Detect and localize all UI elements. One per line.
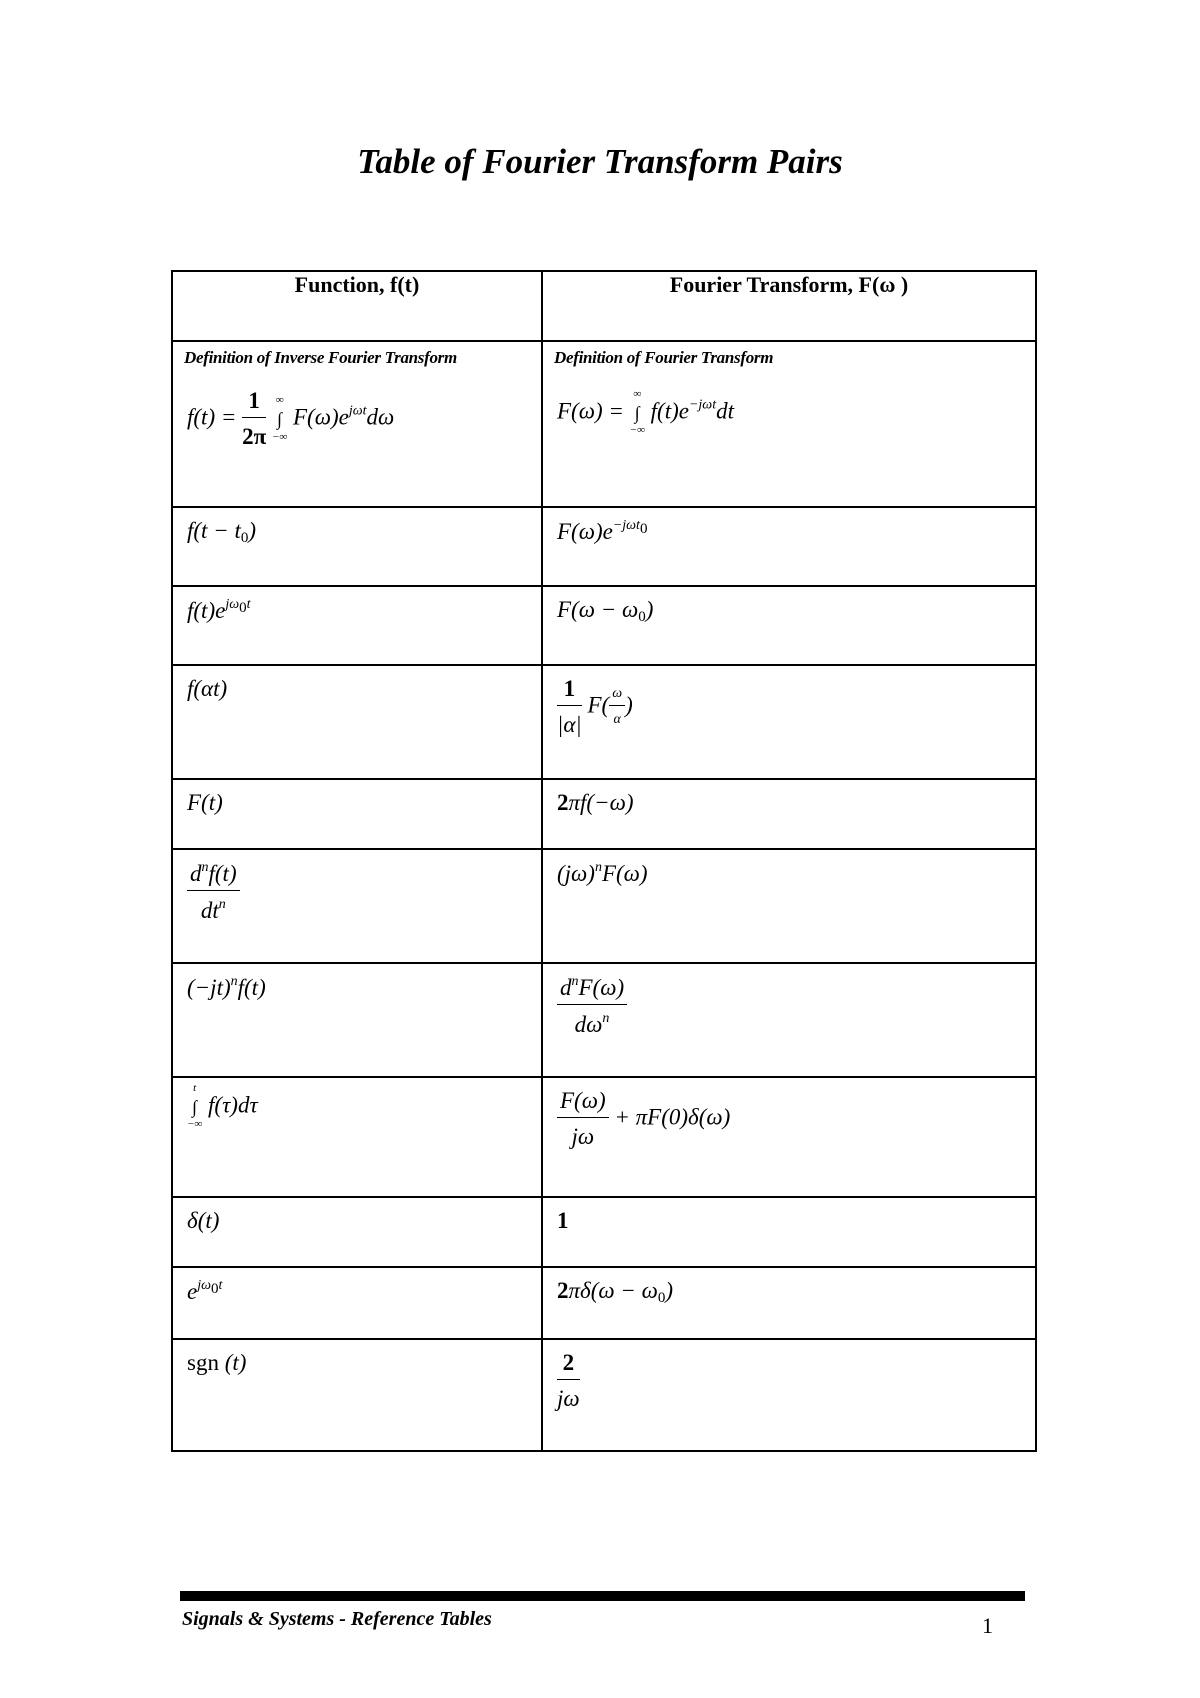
transform-cell: $\frac{1}{|\alpha|}$ F( $\frac{\omega}{\alpha}$ ) (557, 676, 633, 738)
function-cell: t ∫ −∞ f(τ)dτ (187, 1082, 258, 1131)
table-row (172, 779, 1036, 849)
table-row-definitions (172, 341, 1036, 507)
table-row (172, 1077, 1036, 1197)
fourier-pairs-table (171, 270, 1037, 1452)
table-row (172, 507, 1036, 586)
transform-cell: 2πf(−ω) (557, 790, 634, 815)
header-function: Function, f(t) (172, 271, 542, 341)
page-title: Table of Fourier Transform Pairs (357, 142, 843, 181)
forward-definition-cell (542, 341, 1036, 507)
function-cell: $f(t)e^{j\omega_0t}$ (187, 597, 251, 623)
function-cell: δ(t) (187, 1208, 220, 1233)
transform-cell: $2\pi\delta(\omega - \omega_0)$ (557, 1278, 674, 1306)
inverse-definition-label: Definition of Inverse Fourier Transform (184, 348, 457, 367)
transform-cell: 1 (557, 1208, 569, 1233)
function-cell: $f(t - t_0)$ (187, 518, 257, 546)
table-row (172, 1267, 1036, 1339)
function-cell: sgn (t) (187, 1350, 247, 1375)
function-cell: $e^{j\omega_0t}$ (187, 1278, 223, 1304)
function-cell: $\frac{d^nf(t)}{dt^n}$ (173, 850, 541, 925)
page-number: 1 (982, 1613, 993, 1638)
header-transform: Fourier Transform, F(ω ) (542, 271, 1036, 341)
table-header-row (172, 271, 1036, 341)
transform-cell: $\frac{F(\omega)}{j\omega}$ + πF(0)δ(ω) (543, 1078, 1035, 1151)
function-cell: $(-jt)^nf(t)$ (187, 974, 266, 1000)
table-row (172, 665, 1036, 779)
table-row (172, 586, 1036, 665)
function-cell: f(αt) (187, 676, 228, 701)
footer-divider (180, 1591, 1025, 1601)
transform-cell: $\frac{2}{j\omega}$ (557, 1350, 580, 1412)
table-row (172, 1339, 1036, 1451)
footer-text: Signals & Systems - Reference Tables (182, 1608, 492, 1630)
inverse-definition-cell (172, 341, 542, 507)
forward-formula: F(ω) = ∞ ∫ −∞ $f(t)e^{-j\omega t}dt$ (557, 388, 734, 437)
transform-cell: $\frac{d^nF(\omega)}{d\omega^n}$ (543, 964, 1035, 1039)
table-row (172, 963, 1036, 1077)
inverse-formula: f(t) = $\frac{1}{2\pi}$ ∞ ∫ −∞ $F(\omega)e^{j\omega t}d\omega$ (187, 388, 395, 450)
transform-cell: $F(\omega - \omega_0)$ (557, 597, 654, 625)
table-row (172, 1197, 1036, 1267)
transform-cell: $(j\omega)^nF(\omega)$ (557, 860, 648, 886)
function-cell: F(t) (187, 790, 223, 815)
table-row (172, 849, 1036, 963)
forward-definition-label: Definition of Fourier Transform (554, 348, 774, 367)
transform-cell: $F(\omega)e^{-j\omega t_0}$ (557, 518, 648, 544)
